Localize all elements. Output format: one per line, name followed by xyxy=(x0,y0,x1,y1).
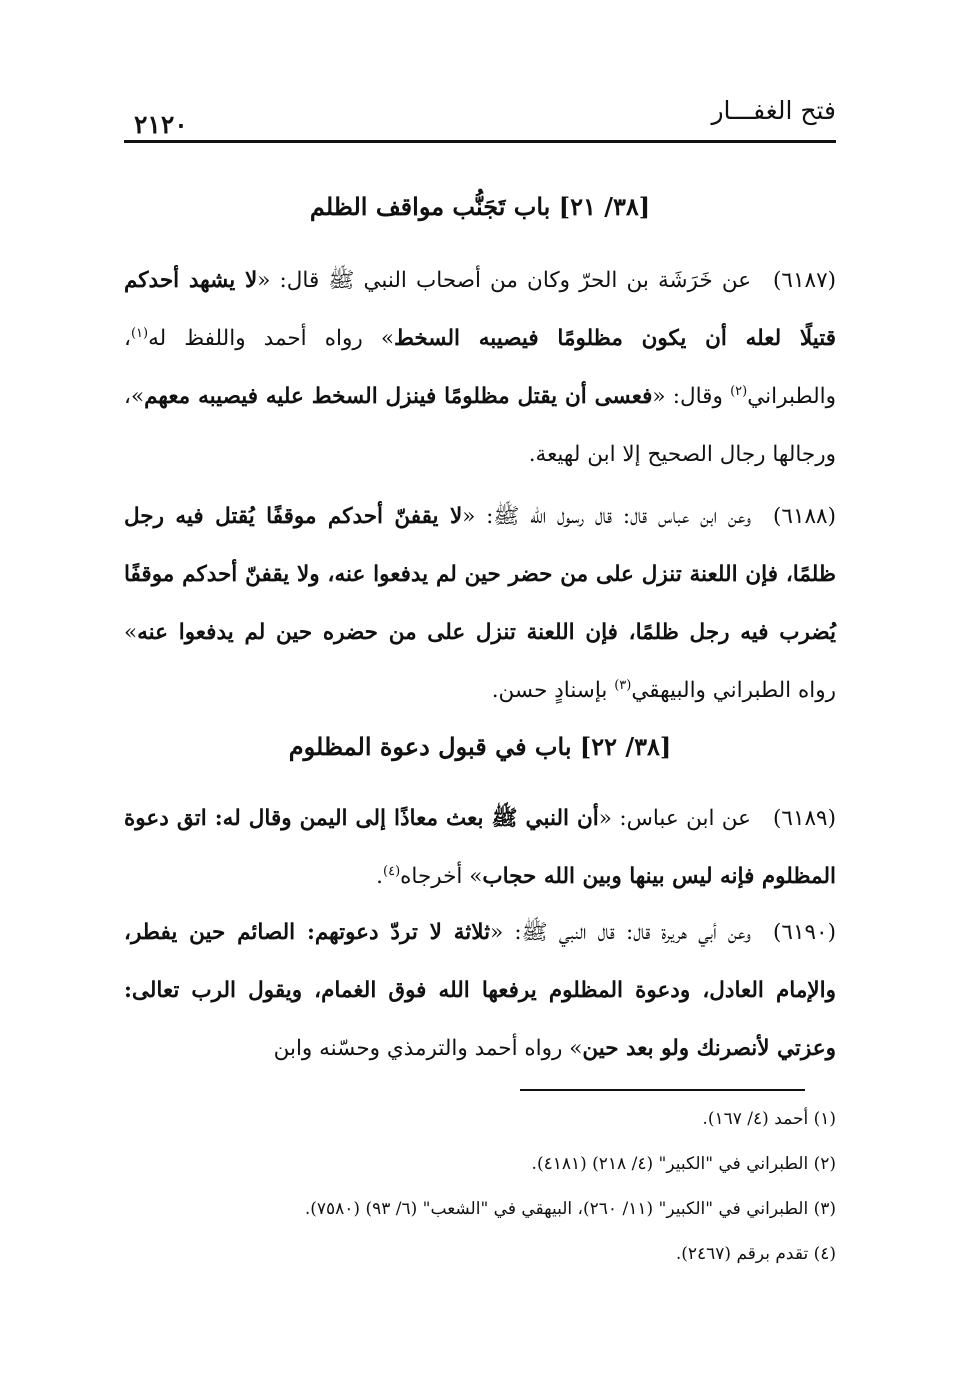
hadith-number: (٦١٨٨) xyxy=(773,504,836,529)
hadith-quote: لا يشهد أحدكم قتيلًا لعله أن يكون مظلومًا فيصيبه السخط xyxy=(124,268,836,351)
hadith-number: (٦١٩٠) xyxy=(773,920,836,945)
hadith-6190: (٦١٩٠)وعن أبي هريرة قال: قال النبي ﷺ: «ثلاثة لا تردّ دعوتهم: الصائم حين يفطر، والإمام العادل، ودعوة المظلوم يرفعها الله فوق الغمام، ويقول الرب تعالى: وعزتي لأنصرنك ولو بعد حين» رواه أحمد والترمذي وحسّنه وابن xyxy=(124,920,836,1061)
header-rule xyxy=(124,140,836,143)
footnote-2: (٢) الطبراني في "الكبير" (٤/ ٢١٨) (٤١٨١). xyxy=(531,1154,836,1174)
page-number: ٢١٢٠ xyxy=(134,110,188,139)
hadith-quote: ثلاثة لا تردّ دعوتهم: الصائم حين يفطر، والإمام العادل، ودعوة المظلوم يرفعها الله فوق الغمام، ويقول الرب تعالى: وعزتي لأنصرنك ولو بعد حين xyxy=(124,920,836,1061)
hadith-quote: لا يقفنّ أحدكم موقفًا يُقتل فيه رجل ظلمًا، فإن اللعنة تنزل على من حضر حين لم يدفعوا عنه، ولا يقفنّ أحدكم موقفًا يُضرب فيه رجل ظلمًا، فإن اللعنة تنزل على من حضره حين لم يدفعوا عنه xyxy=(124,504,836,645)
footnote-1: (١) أحمد (٤/ ١٦٧). xyxy=(702,1109,836,1129)
book-title: فتح الغفـــار xyxy=(711,96,836,125)
footnote-separator xyxy=(520,1089,805,1091)
footnote-4: (٤) تقدم برقم (٢٤٦٧). xyxy=(675,1244,836,1264)
hadith-6187: (٦١٨٧)عن خَرَشَة بن الحرّ وكان من أصحاب النبي ﷺ قال: «لا يشهد أحدكم قتيلًا لعله أن يكون مظلومًا فيصيبه السخط» رواه أحمد واللفظ له$^{(١)}$، والطبراني$^{(٢)}$ وقال: «فعسى أن يقتل مظلومًا فينزل السخط عليه فيصيبه معهم»، ورجالها رجال الصحيح إلا ابن لهيعة. xyxy=(124,268,837,467)
hadith-number: (٦١٨٧) xyxy=(773,268,837,293)
hadith-6188: (٦١٨٨)وعن ابن عباس قال: قال رسول الله ﷺ: «لا يقفنّ أحدكم موقفًا يُقتل فيه رجل ظلمًا، فإن اللعنة تنزل على من حضر حين لم يدفعوا عنه، ولا يقفنّ أحدكم موقفًا يُضرب فيه رجل ظلمًا، فإن اللعنة تنزل على من حضره حين لم يدفعوا عنه» رواه الطبراني والبيهقي$^{(٣)}$ بإسنادٍ حسن. xyxy=(124,504,836,703)
footnote-ref: (١) xyxy=(130,325,149,341)
footnote-3: (٣) الطبراني في "الكبير" (١١/ ٢٦٠)، البيهقي في "الشعب" (٦/ ٩٣) (٧٥٨٠). xyxy=(304,1199,836,1219)
hadith-number: (٦١٨٩) xyxy=(773,806,836,831)
chapter-heading-2: [٣٨/ ٢٢] باب في قبول دعوة المظلوم xyxy=(288,732,672,761)
chapter-heading-1: [٣٨/ ٢١] باب تَجَنُّب مواقف الظلم xyxy=(309,192,651,221)
hadith-quote: أن النبي ﷺ بعث معاذًا إلى اليمن وقال له: اتق دعوة المظلوم فإنه ليس بينها وبين الله حجاب xyxy=(124,806,836,889)
footnote-ref: (٢) xyxy=(730,383,748,399)
page-header xyxy=(124,92,836,142)
footnote-ref: (٤) xyxy=(383,863,401,879)
hadith-6189: (٦١٨٩)عن ابن عباس: «أن النبي ﷺ بعث معاذًا إلى اليمن وقال له: اتق دعوة المظلوم فإنه ليس بينها وبين الله حجاب» أخرجاه$^{(٤)}$. xyxy=(124,806,836,889)
hadith-quote: فعسى أن يقتل مظلومًا فينزل السخط عليه فيصيبه معهم xyxy=(144,384,653,409)
footnote-ref: (٣) xyxy=(614,677,632,693)
